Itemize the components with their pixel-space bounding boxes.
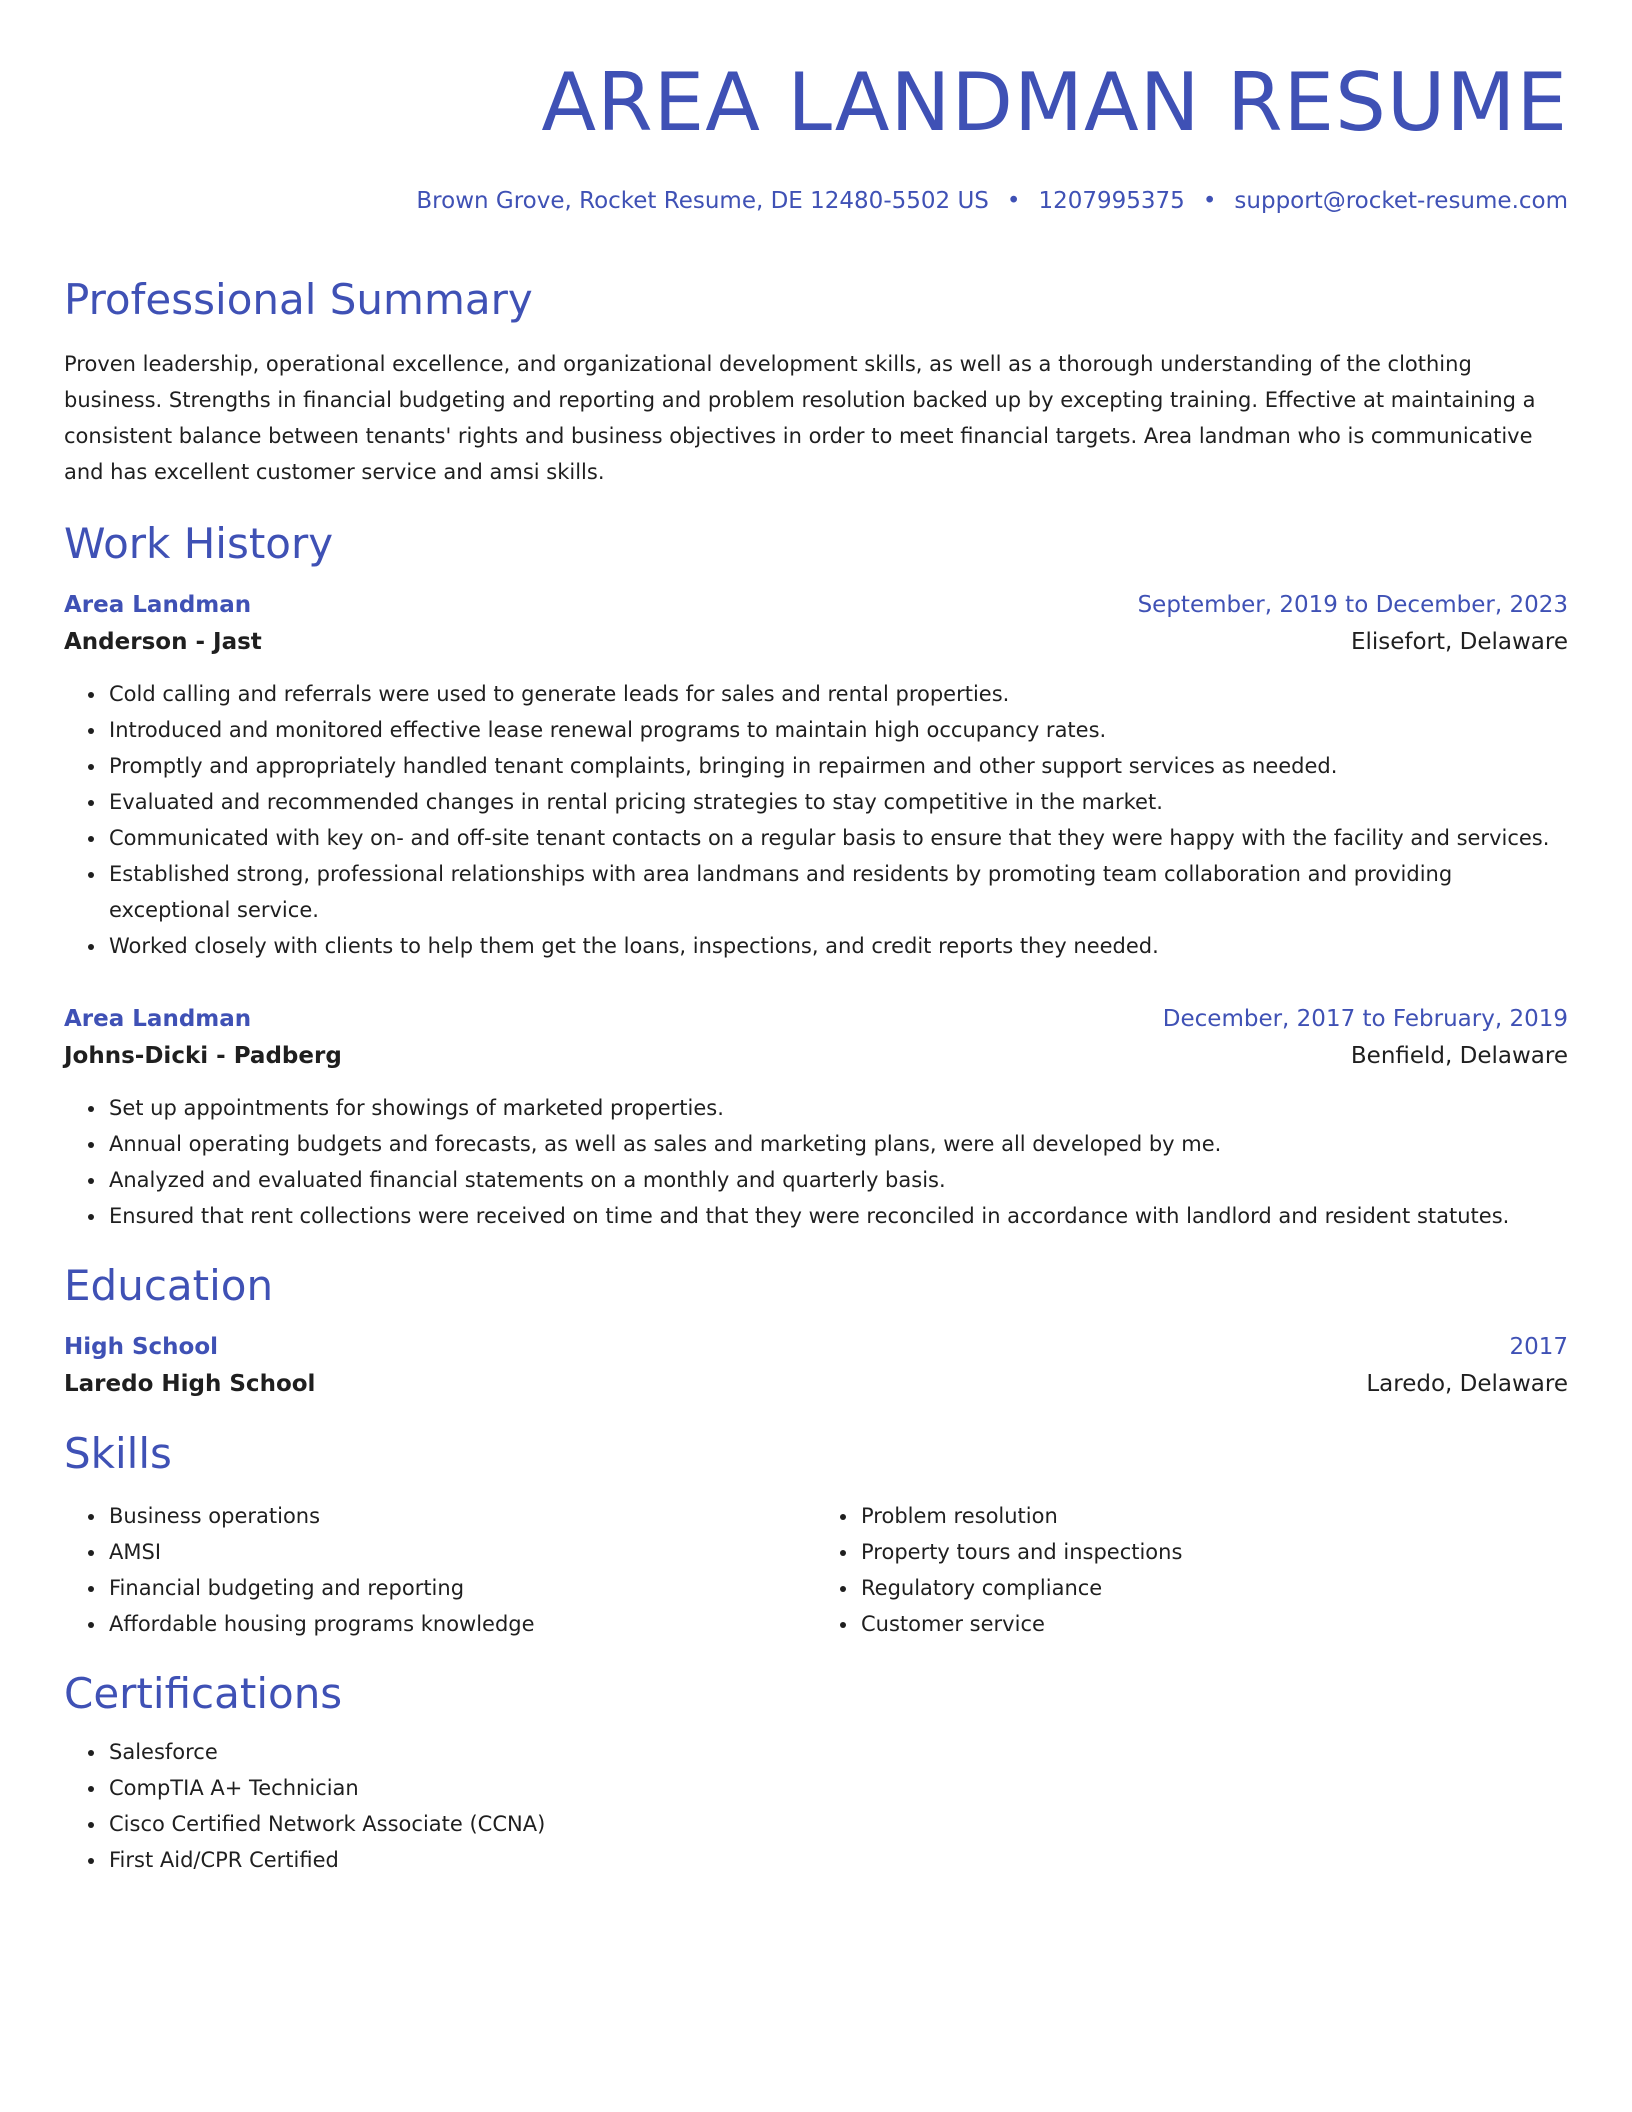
skill-item: • Property tours and inspections — [859, 1534, 1568, 1570]
job-company: Johns-Dicki - Padberg — [64, 1043, 342, 1069]
skills-list-left — [64, 1498, 816, 1642]
contact-phone: 1207995375 — [1038, 188, 1185, 214]
job-role: Area Landman — [64, 592, 252, 618]
contact-line — [64, 186, 1568, 216]
job-entry — [64, 1002, 1568, 1234]
skill-item: • Business operations — [107, 1498, 816, 1534]
education-school: Laredo High School — [64, 1371, 316, 1397]
job-header-row — [64, 588, 1568, 622]
skill-item: • Customer service — [859, 1606, 1568, 1642]
contact-email: support@rocket-resume.com — [1234, 188, 1568, 214]
education-header-row — [64, 1330, 1568, 1364]
job-bullet: • Promptly and appropriately handled tenant complaints, bringing in repairmen and other support services as needed. — [107, 748, 1568, 784]
resume-title: AREA LANDMAN RESUME — [541, 56, 1568, 149]
resume-header — [64, 0, 1568, 216]
education-heading: Education — [64, 1261, 274, 1310]
skill-item: • Regulatory compliance — [859, 1570, 1568, 1606]
summary-text: Proven leadership, operational excellence, and organizational development skills, as well as a thorough understanding of the clothing business. Strengths in financial budgeting and reporting and problem resolution backed up by excepting training. Effective at maintaining a consistent balance between tenants' rights and business objectives in order to meet financial targets. Area landman who is communicative and has excellent customer service and amsi skills. — [64, 352, 1536, 484]
job-role: Area Landman — [64, 1006, 252, 1032]
summary-heading: Professional Summary — [64, 275, 533, 324]
certifications-list — [64, 1734, 1568, 1878]
contact-address: Brown Grove, Rocket Resume, DE 12480-5502 US — [416, 188, 989, 214]
certification-item: • First Aid/CPR Certified — [107, 1842, 1568, 1878]
job-bullet: • Analyzed and evaluated financial statements on a monthly and quarterly basis. — [107, 1162, 1568, 1198]
job-bullet-list — [64, 1090, 1568, 1234]
job-company-row — [64, 622, 1568, 662]
skills-columns — [64, 1498, 1568, 1642]
job-bullet-list — [64, 676, 1568, 964]
job-bullet: • Introduced and monitored effective lease renewal programs to maintain high occupancy rates. — [107, 712, 1568, 748]
job-bullet: • Set up appointments for showings of marketed properties. — [107, 1090, 1568, 1126]
job-entry — [64, 588, 1568, 964]
contact-separator: • — [1006, 188, 1021, 214]
job-bullet: • Established strong, professional relationships with area landmans and residents by promoting team collaboration and providing exceptional service. — [107, 856, 1568, 928]
contact-separator: • — [1202, 188, 1217, 214]
job-bullet: • Worked closely with clients to help them get the loans, inspections, and credit reports they needed. — [107, 928, 1568, 964]
skill-item: • Financial budgeting and reporting — [107, 1570, 816, 1606]
certifications-heading: Certifications — [64, 1669, 343, 1718]
certification-item: • CompTIA A+ Technician — [107, 1770, 1568, 1806]
job-bullet: • Annual operating budgets and forecasts, as well as sales and marketing plans, were all developed by me. — [107, 1126, 1568, 1162]
certification-item: • Cisco Certified Network Associate (CCNA) — [107, 1806, 1568, 1842]
skill-item: • AMSI — [107, 1534, 816, 1570]
job-bullet: • Cold calling and referrals were used to generate leads for sales and rental properties. — [107, 676, 1568, 712]
job-location: Elisefort, Delaware — [1350, 629, 1568, 655]
skill-item: • Affordable housing programs knowledge — [107, 1606, 816, 1642]
skill-item: • Problem resolution — [859, 1498, 1568, 1534]
job-company: Anderson - Jast — [64, 629, 262, 655]
job-bullet: • Evaluated and recommended changes in rental pricing strategies to stay competitive in the market. — [107, 784, 1568, 820]
job-company-row — [64, 1036, 1568, 1076]
skills-heading: Skills — [64, 1429, 172, 1478]
job-bullet: • Ensured that rent collections were received on time and that they were reconciled in accordance with landlord and resident statutes. — [107, 1198, 1568, 1234]
skills-list-right — [816, 1498, 1568, 1642]
education-degree: High School — [64, 1334, 219, 1360]
education-year: 2017 — [1509, 1334, 1568, 1360]
certification-item: • Salesforce — [107, 1734, 1568, 1770]
work-history-heading: Work History — [64, 519, 334, 568]
job-location: Benfield, Delaware — [1350, 1043, 1568, 1069]
education-entry — [64, 1330, 1568, 1404]
job-dates: December, 2017 to February, 2019 — [1162, 1006, 1568, 1032]
job-bullet: • Communicated with key on- and off-site tenant contacts on a regular basis to ensure that they were happy with the facility and services. — [107, 820, 1568, 856]
job-dates: September, 2019 to December, 2023 — [1137, 592, 1568, 618]
education-school-row — [64, 1364, 1568, 1404]
job-header-row — [64, 1002, 1568, 1036]
education-location: Laredo, Delaware — [1366, 1371, 1568, 1397]
